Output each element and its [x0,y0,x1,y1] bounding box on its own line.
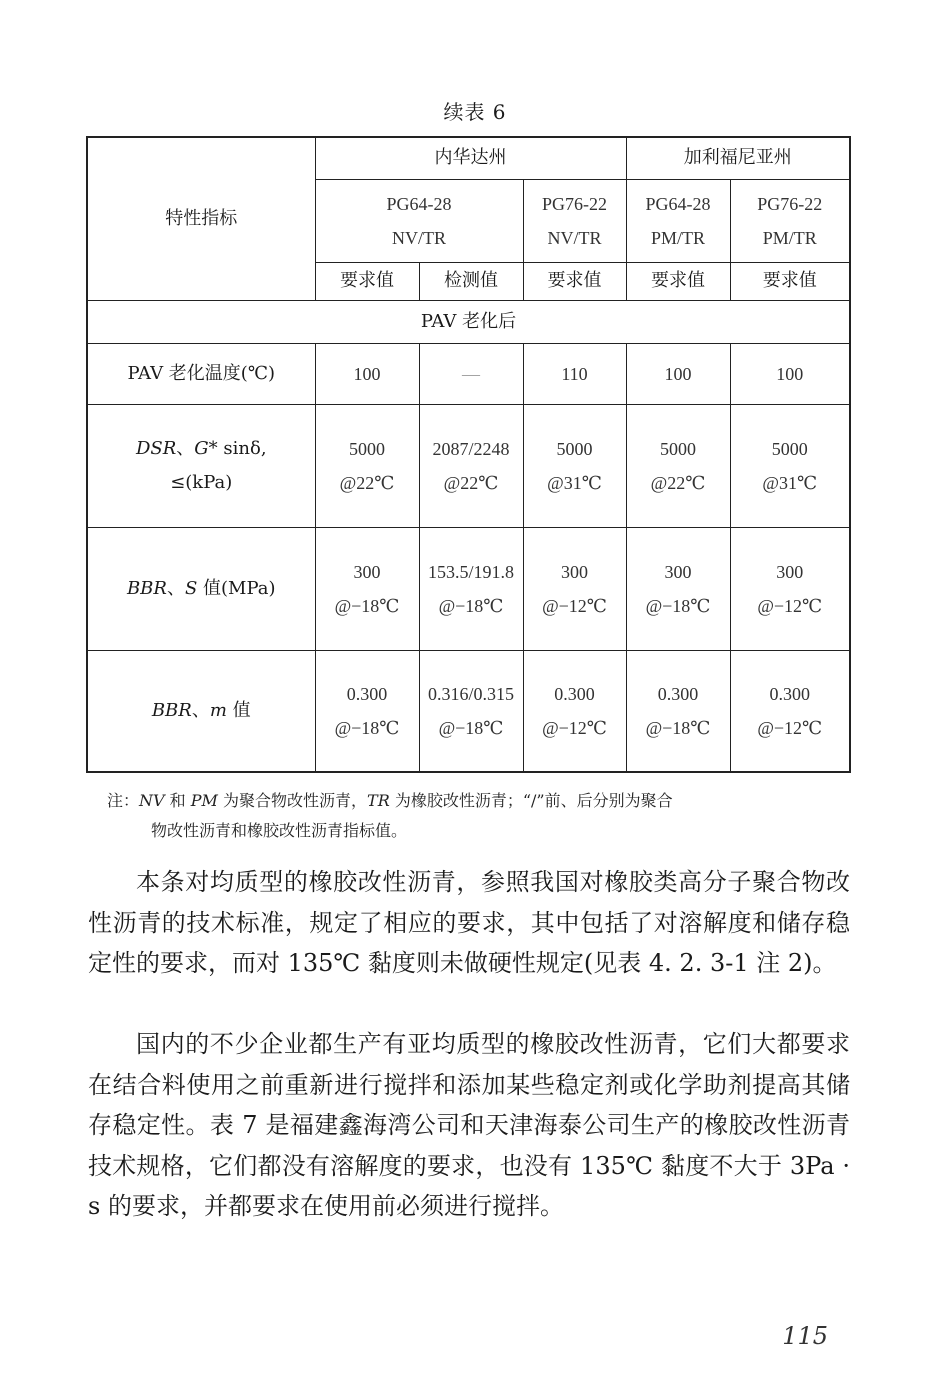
header-group-nevada: 内华达州 [315,137,626,179]
subheader-cell: 检测值 [419,262,523,300]
table-cell: 100 [315,343,419,404]
grade-header: PG76-22 NV/TR [523,179,626,262]
table-cell: 0.300 @−18℃ [315,650,419,772]
header-corner: 特性指标 [87,137,315,300]
table-note: 注：NV 和 PM 为聚合物改性沥青，TR 为橡胶改性沥青；“/”前、后分别为聚合 物改性沥青和橡胶改性沥青指标值。 [107,791,673,840]
table-cell: 0.300 @−12℃ [730,650,850,772]
subheader-cell: 要求值 [315,262,419,300]
table-cell: 5000 @22℃ [315,404,419,527]
table-cell: 0.300 @−12℃ [523,650,626,772]
subheader-cell: 要求值 [626,262,730,300]
subheader-cell: 要求值 [523,262,626,300]
table-cell: 153.5/191.8 @−18℃ [419,527,523,650]
table-cell: 100 [730,343,850,404]
row-label: DSR、G* sinδ, ≤(kPa) [87,404,315,527]
grade-header: PG64-28 PM/TR [626,179,730,262]
subheader-cell: 要求值 [730,262,850,300]
table-cell: 5000 @31℃ [523,404,626,527]
table-cell: 110 [523,343,626,404]
header-group-california: 加利福尼亚州 [626,137,850,179]
table-cell: 300 @−12℃ [523,527,626,650]
table-cell: 100 [626,343,730,404]
grade-header: PG76-22 PM/TR [730,179,850,262]
table-cell: 0.300 @−18℃ [626,650,730,772]
table-cell: — [419,343,523,404]
table-cell: 300 @−18℃ [315,527,419,650]
table-cell: 2087/2248 @22℃ [419,404,523,527]
body-paragraph: 国内的不少企业都生产有亚均质型的橡胶改性沥青，它们大都要求在结合料使用之前重新进行搅拌和添加某些稳定剂或化学助剂提高其储存稳定性。表 7 是福建鑫海湾公司和天津海泰公司生产的橡胶改性沥青技术规格，它们都没有溶解度的要求，也没有 135℃ 黏度不大于 3Pa · s 的要求，并都要求在使用前必须进行搅拌。 [88,1030,850,1220]
table-cell: 300 @−12℃ [730,527,850,650]
row-label: BBR、m 值 [87,650,315,772]
page-number: 115 [782,1322,828,1350]
table-cell: 0.316/0.315 @−18℃ [419,650,523,772]
table-cell: 5000 @31℃ [730,404,850,527]
spec-table [86,136,851,773]
table-cell: 5000 @22℃ [626,404,730,527]
row-label: BBR、S 值(MPa) [87,527,315,650]
grade-header: PG64-28 NV/TR [315,179,523,262]
section-row: PAV 老化后 [87,300,850,343]
body-paragraph: 本条对均质型的橡胶改性沥青，参照我国对橡胶类高分子聚合物改性沥青的技术标准，规定了相应的要求，其中包括了对溶解度和储存稳定性的要求，而对 135℃ 黏度则未做硬性规定(见表 4. 2. 3-1 注 2)。 [88,868,850,977]
row-label: PAV 老化温度(℃) [87,343,315,404]
table-cell: 300 @−18℃ [626,527,730,650]
table-caption: 续表 6 [443,100,507,124]
